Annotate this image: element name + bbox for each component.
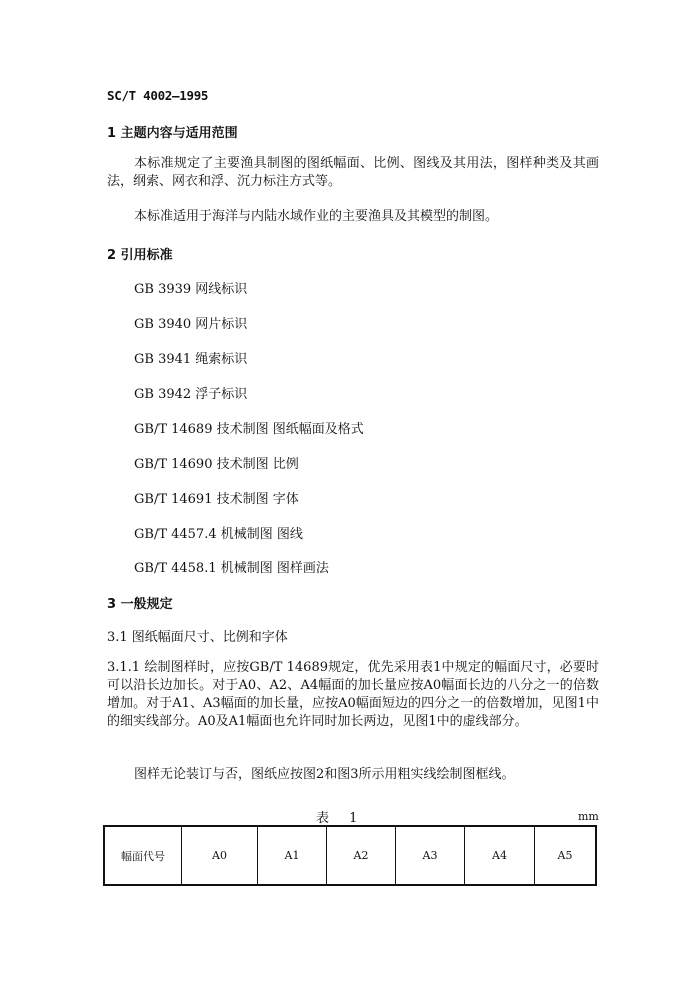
section-3-heading: 3 一般规定 [107, 597, 173, 612]
table-1-caption: 表 1 [316, 811, 366, 826]
table-header-cell: A2 [327, 826, 396, 885]
reference-item: GB/T 4457.4 机械制图 图线 [134, 527, 303, 542]
section-1-paragraph-1: 本标准规定了主要渔具制图的图纸幅面、比例、图线及其用法，图样种类及其画法，纲索、网衣和浮、沉力标注方式等。 [107, 156, 599, 189]
subsection-3-1-title: 3.1 图纸幅面尺寸、比例和字体 [107, 630, 288, 645]
reference-item: GB 3942 浮子标识 [134, 387, 248, 402]
reference-item: GB/T 14689 技术制图 图纸幅面及格式 [134, 422, 364, 437]
table-row [104, 826, 596, 885]
table-header-cell: 幅面代号 [104, 826, 182, 885]
table-header-cell: A5 [535, 826, 597, 885]
table-1 [103, 825, 597, 886]
table-1-unit: mm [578, 810, 599, 823]
table-header-cell: A4 [465, 826, 535, 885]
reference-item: GB/T 14690 技术制图 比例 [134, 457, 299, 472]
section-1-heading: 1 主题内容与适用范围 [107, 126, 238, 141]
reference-item: GB/T 4458.1 机械制图 图样画法 [134, 561, 329, 576]
clause-3-1-1-paragraph: 3.1.1 绘制图样时，应按GB/T 14689规定，优先采用表1中规定的幅面尺寸，必要时可以沿长边加长。对于A0、A2、A4幅面的加长量应按A0幅面长边的八分之一的倍数增加。对于A1、A3幅面的加长量，应按A0幅面短边的四分之一的倍数增加，见图1中的细实线部分。A0及A1幅面也允许同时加长两边，见图1中的虚线部分。 [107, 660, 599, 729]
table-header-cell: A1 [258, 826, 327, 885]
reference-item: GB 3939 网线标识 [134, 282, 248, 297]
standard-id: SC/T 4002—1995 [107, 88, 209, 103]
table-header-cell: A0 [182, 826, 258, 885]
reference-item: GB 3940 网片标识 [134, 317, 248, 332]
reference-item: GB 3941 绳索标识 [134, 352, 248, 367]
table-header-cell: A3 [396, 826, 465, 885]
reference-item: GB/T 14691 技术制图 字体 [134, 492, 299, 507]
section-1-paragraph-2: 本标准适用于海洋与内陆水域作业的主要渔具及其模型的制图。 [134, 209, 499, 224]
section-2-heading: 2 引用标准 [107, 248, 173, 263]
frame-line-paragraph: 图样无论装订与否，图纸应按图2和图3所示用粗实线绘制图框线。 [134, 767, 515, 782]
